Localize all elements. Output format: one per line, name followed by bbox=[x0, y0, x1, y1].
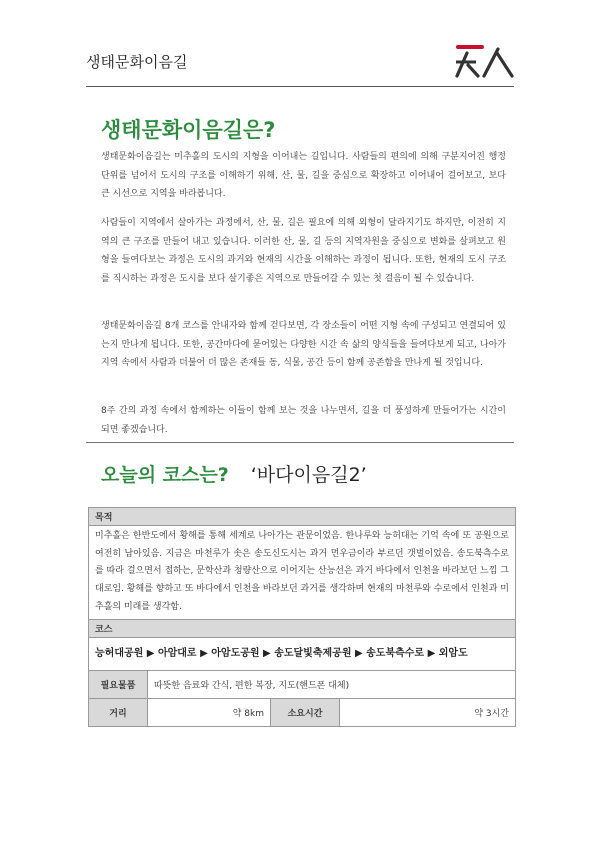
purpose-label: 목적 bbox=[89, 508, 516, 526]
paragraph-text: 생태문화이음길 8개 코스를 안내자와 함께 걷다보면, 각 장소들이 어떤 지형 속에 구성되고 연결되어 있는지 만나게 됩니다. 또한, 공간마다에 묻어있는 다양한 시간 속 삶의 양식들을 들여다보게 되고, 나아가 지역 속에서 사람과 더불어 더 많은 존재들 동, 식물, 공간 등이 함께 공존함을 만나게 될 것입니다. bbox=[101, 321, 506, 369]
paragraph-text: 8주 간의 과정 속에서 함께하는 이들이 함께 보는 것을 나누면서, 길을 더 풍성하게 만들어가는 시간이 되면 좋겠습니다. bbox=[101, 406, 506, 435]
header-title: 생태문화이음길 bbox=[86, 53, 188, 71]
intro-paragraph-3 bbox=[101, 317, 506, 373]
section-heading-about: 생태문화이음길은? bbox=[101, 118, 276, 142]
course-route: 능허대공원 ▶ 아암대로 ▶ 아암도공원 ▶ 송도달빛축제공원 ▶ 송도북측수로 ▶ 외암도 bbox=[89, 637, 516, 670]
distance-label: 거리 bbox=[89, 698, 148, 726]
items-value: 따뜻한 음료와 간식, 편한 복장, 지도(핸드폰 대체) bbox=[148, 670, 516, 698]
course-heading-label: 오늘의 코스는? bbox=[101, 464, 229, 486]
distance-value: 약 8km bbox=[148, 698, 271, 726]
intro-paragraph-4 bbox=[101, 402, 506, 439]
paragraph-text: 사람들이 지역에서 살아가는 과정에서, 산, 물, 길은 필요에 의해 외형이 달라지기도 하지만, 이전히 지역의 큰 구조를 만들어 내고 있습니다. 이러한 산, 물, 길 등의 지역자원을 중심으로 변화를 살펴보고 원형을 들여다보는 과정은 도시의 과거와 현재의 시간을 이해하는 과정이 됩니다. 또한, 현재의 도시 구조를 직시하는 과정은 도시를 보다 살기좋은 지역으로 만들어갈 수 있는 첫 걸음이 될 수 있습니다. bbox=[101, 218, 506, 284]
purpose-text: 미추홀은 한반도에서 황해를 통해 세계로 나아가는 관문이었음. 한나루와 능허대는 기억 속에 또 공원으로 여전히 남아있음. 지금은 마천루가 솟은 송도신도시는 과거 먼우금이라 부르던 갯벌이었음. 송도북측수로를 따라 걸으면서 접하는, 문학산과 청량산으로 이어지는 산능선은 과거 바다에서 인천을 바라보던 느낌 그대로임. 황해를 향하고 또 바다에서 인천을 바라보던 과거를 생각하며 현재의 마천루와 수로에서 인천과 미추홀의 미래를 생각함. bbox=[89, 526, 516, 620]
time-label: 소요시간 bbox=[271, 698, 340, 726]
items-label: 필요물품 bbox=[89, 670, 148, 698]
paragraph-text: 생태문화이음길는 미추홀의 도시의 지형을 이어내는 길입니다. 사람들의 편의에 의해 구분지어진 행정단위를 넘어서 도시의 구조를 이해하기 위해, 산, 물, 길을 중심으로 확장하고 이어내어 걸어보고, 보다 큰 시선으로 지역을 바라봅니다. bbox=[101, 152, 506, 200]
logo-icon bbox=[452, 44, 514, 78]
course-name: ‘바다이음길2’ bbox=[250, 464, 367, 486]
course-info-table bbox=[88, 507, 516, 727]
intro-paragraph-1 bbox=[101, 148, 506, 204]
section-divider bbox=[86, 442, 514, 443]
time-value: 약 3시간 bbox=[340, 698, 516, 726]
section-heading-course bbox=[101, 460, 367, 487]
course-label: 코스 bbox=[89, 619, 516, 637]
intro-paragraph-2 bbox=[101, 214, 506, 288]
header-divider bbox=[86, 86, 514, 87]
